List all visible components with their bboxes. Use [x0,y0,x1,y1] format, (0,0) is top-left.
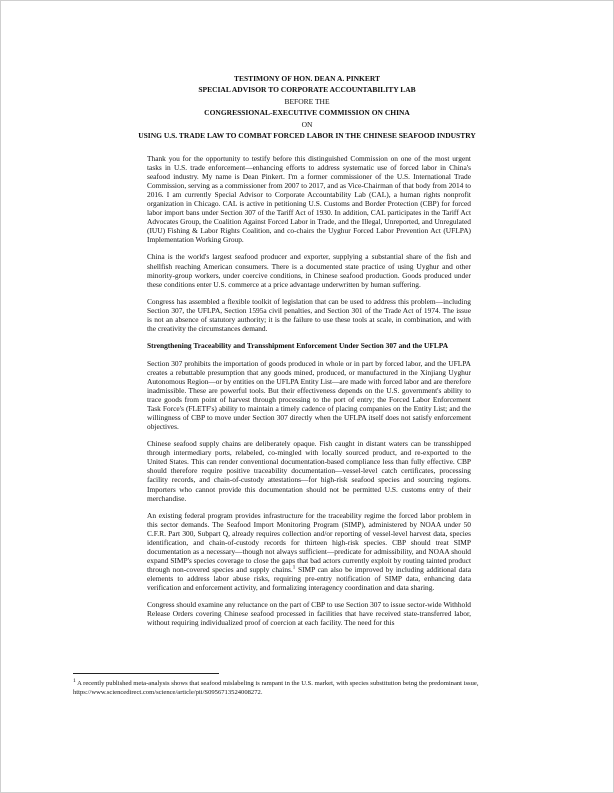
title-line-5: ON [301,119,313,129]
title-line-4: CONGRESSIONAL-EXECUTIVE COMMISSION ON CHINA [204,108,410,118]
footnote-text: A recently published meta-analysis shows that seafood mislabeling is rampant in the U.S. market, with species substitution being the predominant issue, https://www.sciencedirect.com/science/article/pii/S0956713524008272. [73,680,479,696]
paragraph-congress-toolkit: Congress has assembled a flexible toolkit of legislation that can be used to address this problem—including Section 307, the UFLPA, Section 1595a civil penalties, and Section 301 of the Trade Act of 1974. The issue is not an absence of statutory authority; it is the failure to use these tools at scale, in combination, and with the creativity the circumstances demand. [147,296,471,333]
footnote-divider [73,673,219,674]
footnote-number: 1 [73,677,76,684]
testimony-header [1,73,613,141]
section-heading: Strengthening Traceability and Transshipment Enforcement Under Section 307 and the UFLPA [147,340,449,350]
title-line-2: SPECIAL ADVISOR TO CORPORATE ACCOUNTABILITY LAB [198,85,416,95]
paragraph-withhold-release: Congress should examine any reluctance on the part of CBP to use Section 307 to issue sector-wide Withhold Release Orders covering Chinese seafood processed in facilities that have received state-transferred labor, without requiring individualized proof of coercion at each facility. The need for this [147,600,471,628]
paragraph-introduction: Thank you for the opportunity to testify before this distinguished Commission on one of the most urgent tasks in U.S. trade enforcement—enhancing efforts to address systematic use of forced labor in China's seafood industry. My name is Dean Pinkert. I'm a former commissioner of the U.S. International Trade Commission, serving as a commissioner from 2007 to 2017, and as Vice-Chairman of that body from 2014 to 2016. I am currently Special Advisor to Corporate Accountability Lab (CAL), a human rights nonprofit organization in Chicago. CAL is active in petitioning U.S. Customs and Border Protection (CBP) for forced labor import bans under Section 307 of the Tariff Act of 1930. In addition, CAL participates in the Tariff Act Advocates Group, the Coalition Against Forced Labor in Trade, and the Illegal, Unreported, and Unregulated (IUU) Fishing & Labor Rights Coalition, and co-chairs the Uyghur Forced Labor Prevention Act (UFLPA) Implementation Working Group. [147,154,471,245]
title-line-1: TESTIMONY OF HON. DEAN A. PINKERT [233,74,381,83]
body-text [147,154,471,635]
title-line-6: USING U.S. TRADE LAW TO COMBAT FORCED LABOR IN THE CHINESE SEAFOOD INDUSTRY [138,131,476,141]
paragraph-china-seafood: China is the world's largest seafood producer and exporter, supplying a substantial share of the fish and shellfish reaching American consumers. There is a documented state practice of using Uyghur and other minority-group workers, under coercive conditions, in Chinese seafood production. Goods produced under these conditions enter U.S. commerce at a price advantage underwritten by human suffering. [147,252,471,289]
footnote-reference[interactable]: 1 [292,565,296,571]
paragraph-supply-chains: Chinese seafood supply chains are deliberately opaque. Fish caught in distant waters can be transshipped through intermediary ports, relabeled, co-mingled with locally sourced product, and re-exported to the United States. This can render conventional documentation-based compliance less than fully effective. CBP should therefore require positive traceability documentation—vessel-level catch certificates, processing facility records, and chain-of-custody attestations—for high-risk seafood species and sourcing regions. Importers who cannot provide this documentation should not be permitted U.S. customs entry of their merchandise. [147,439,471,503]
paragraph-simp [147,511,471,592]
footnote [73,679,543,697]
paragraph-simp-text: An existing federal program provides infrastructure for the traceability regime the forced labor problem in this sector demands. The Seafood Import Monitoring Program (SIMP), administered by NOAA under 50 C.F.R. Part 300, Subpart Q, already requires collection and/or reporting of vessel-level harvest data, species identification, and chain-of-custody records for thirteen high-risk species. CBP should treat SIMP documentation as a necessary—though not always sufficient—predicate for admissibility, and NOAA should expand SIMP's species coverage to close the gaps that bad actors currently exploit by routing tainted product through non-covered species and supply chains. [147,510,471,574]
paragraph-section-307: Section 307 prohibits the importation of goods produced in whole or in part by forced labor, and the UFLPA creates a rebuttable presumption that any goods mined, produced, or manufactured in the Xinjiang Uyghur Autonomous Region—or by entities on the UFLPA Entity List—are made with forced labor and are therefore inadmissible. These are powerful tools. But their effectiveness depends on the U.S. government's ability to trace goods from point of harvest through processing to the port of entry; the Forced Labor Enforcement Task Force's (FLETF's) ability to maintain a timely cadence of placing companies on the Entity List; and the willingness of CBP to move under Section 307 directly when the UFLPA itself does not satisfy enforcement objectives. [147,358,471,432]
paragraph-simp-text-continued: SIMP can also be improved by including additional data elements to address labor abuse risks, requiring pre-entry notification of SIMP data, enhancing data verification and enforcement activity, and formalizing interagency coordination and data sharing. [147,564,471,592]
title-line-3: BEFORE THE [284,96,330,106]
